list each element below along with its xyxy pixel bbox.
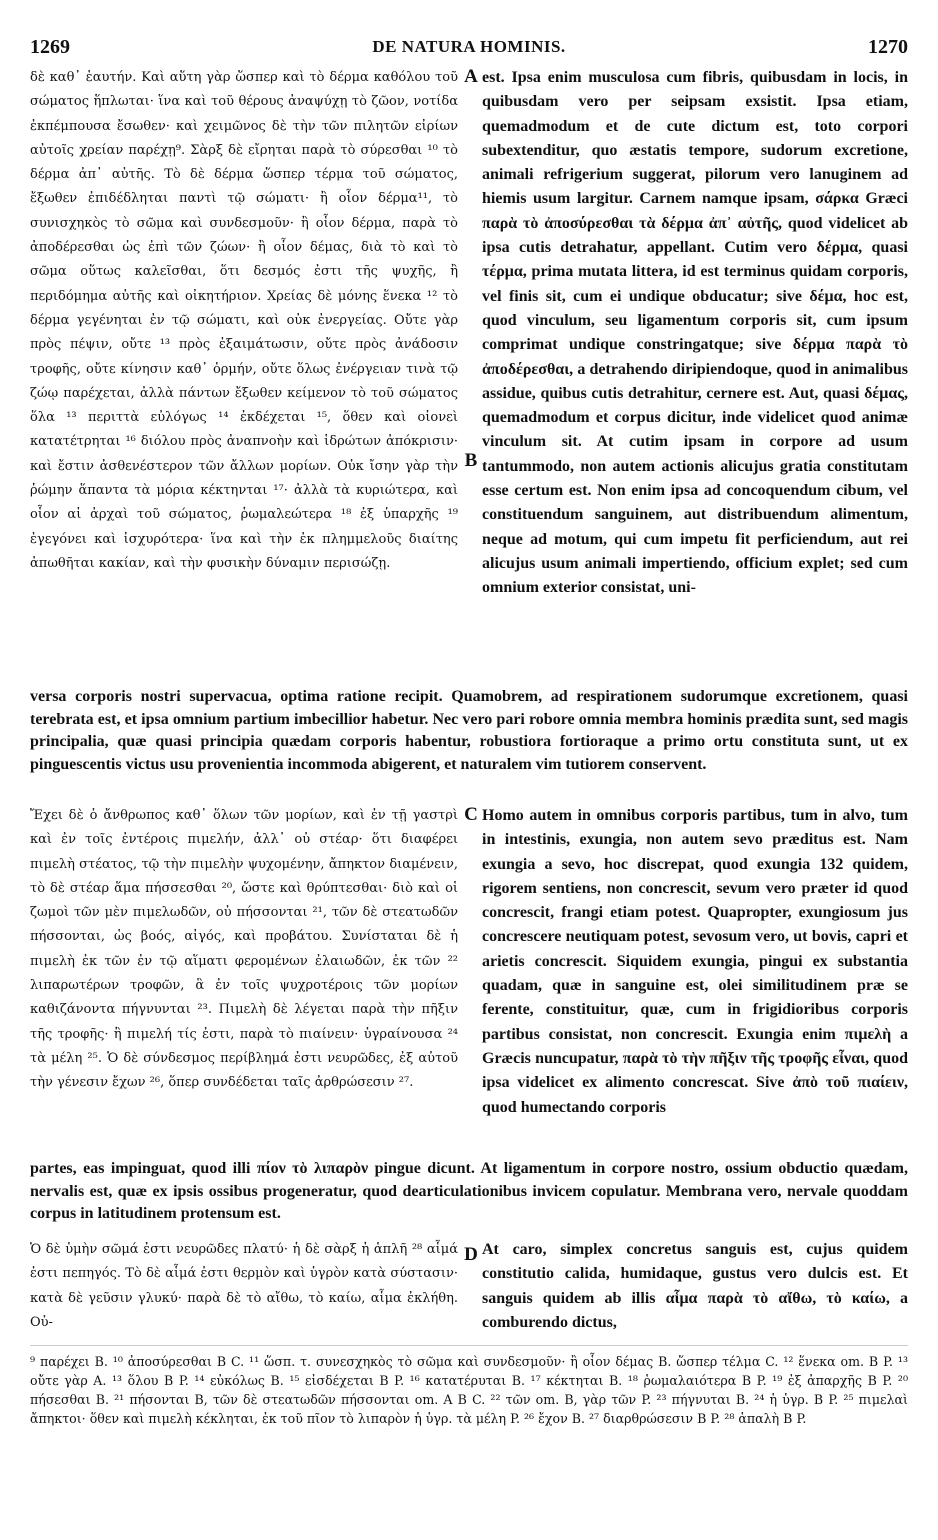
full-width-paragraph-1: versa corporis nostri supervacua, optima ratione recipit. Quamobrem, ad respirationem sudorumque excretionem, quasi terebrata est, et ipsa omnium partium imbecillior habetur. Nec vero pari robore omnia membra hominis prædita sunt, sed magis principalia, quæ quasi principia quædam corporis habentur, robustiora fortioraque a primo ortu constituta sunt, ut ex pinguescentis victus usu provenientia incommoda abigerent, et naturalem vim tutiorem conservent. <box>30 688 908 773</box>
latin-column-3: At caro, simplex concretus sanguis est, cujus quidem constitutio calida, humidaque, gustus vero dulcis est. Et sanguis quidem ab illis αἷμα παρὰ τὸ αἴθω, τὸ καίω, a comburendo dictus, <box>482 1241 908 1331</box>
page-header <box>30 36 908 60</box>
footnote-rule <box>30 1345 908 1346</box>
greek-column-1: δὲ καθ᾽ ἑαυτήν. Καὶ αὕτη γὰρ ὥσπερ καὶ τὸ δέρμα καθόλου τοῦ σώματος ἥπλωται· ἵνα καὶ τοῦ θέρους ἀναψύχῃ τὸ ζῶον, νοτίδα ἐκπέμπουσα ἔσωθεν· καὶ χειμῶνος δὲ τὴν τῶν πιλητῶν εἰρίων αὐτοῖς χρείαν παρέχῃ⁹. Σὰρξ δὲ εἴρηται παρὰ τὸ σύρεσθαι ¹⁰ τὸ δέρμα ἀπ᾽ αὐτῆς. Τὸ δὲ δέρμα ὥσπερ τέρμα τοῦ σώματος, ἔξωθεν ἐπιδέδληται παντὶ τῷ σώματι· ἢ οἷον δέρμα¹¹, τὸ συνισχηκὸς τὸ σῶμα καὶ συνδεσμοῦν· ἢ οἷον δέρμα, παρὰ τὸ ἀποδέρεσθαι ὡς ἐπὶ τῶν ζώων· ἢ οἷον δέμας, διὰ τὸ καὶ τὸ σῶμα οὕτως καλεῖσθαι, ὅτι δεσμός ἐστι τῆς ψυχῆς, ἢ περιδόμημα αὐτῆς καὶ οἰκητήριον. Χρείας δὲ μόνης ἕνεκα ¹² τὸ δέρμα γεγένηται ἐν τῷ σώματι, καὶ οὐκ ἐνεργείας. Οὔτε γὰρ πρὸς πέψιν, οὔτε ¹³ πρὸς ἐξαιμάτωσιν, οὔτε πρὸς ἀνάδοσιν τροφῆς, οὔτε κίνησιν καθ᾽ ὁρμήν, οὔτε ὅλως ἐνέργειαν τινὰ τῷ ζώῳ παρέχεται, ἀλλὰ πάντων ἔξωθεν κείμενον τὸ τοῦ σώματος ὅλα ¹³ περιττὰ εὐλόγως ¹⁴ ἐκδέχεται ¹⁵, ὅθεν καὶ οἱονεὶ κατατέτρηται ¹⁶ διόλου πρὸς ἀναπνοὴν καὶ ἱδρώτων ἀπόκρισιν· καὶ ἔστιν ἀσθενέστερον τῶν ἄλλων μορίων. Οὐκ ἴσην γὰρ τὴν ῥώμην ἅπαντα τὰ μόρια κέκτηνται ¹⁷· ἀλλὰ τὰ κυριώτερα, καὶ οἷον αἱ ἀρχαὶ τοῦ σώματος, ῥωμαλεώτερα ¹⁸ ἐξ ὑπαρχῆς ¹⁹ ἐγεγόνει καὶ ἰσχυρότερα· ἵνα καὶ τὴν ἐκ πλημμελοῦς διαίτης ἀπωθῆται κακίαν, καὶ τὴν φυσικὴν δύναμιν περισώζῃ. <box>30 70 458 571</box>
running-title: DE NATURA HOMINIS. <box>372 37 566 56</box>
full-width-paragraph-2: partes, eas impinguat, quod illi πίον τὸ λιπαρὸν pingue dicunt. At ligamentum in corpore nostro, ossium obductio quædam, nervalis est, quæ ex ipsis ossibus progeneratur, quod dearticulationibus invicem copulatur. Membrana vero, nervale quoddam corpus in latitudinem protensum est. <box>30 1160 908 1222</box>
page-number-right: 1270 <box>868 36 908 58</box>
margin-letter-c: C <box>464 804 478 825</box>
footnotes: ⁹ παρέχει B. ¹⁰ ἀποσύρεσθαι B C. ¹¹ ὥσπ. τ. συνεσχηκὸς τὸ σῶμα καὶ συνδεσμοῦν· ἢ οἷον δέμας B. ὥσπερ τέλμα C. ¹² ἕνεκα om. B P. ¹³ οὔτε γὰρ A. ¹³ ὅλου B P. ¹⁴ εὐκόλως B. ¹⁵ εἰσδέχεται B P. ¹⁶ κατατέρυται B. ¹⁷ κέκτηται B. ¹⁸ ῥωμαλαιότερα B P. ¹⁹ ἐξ ἀπαρχῆς B P. ²⁰ πήσεσθαι B. ²¹ πήσονται B, τῶν δὲ στεατωδῶν πήσσονται om. A B C. ²² τῶν om. B, γὰρ τῶν P. ²³ πήγνυται B. ²⁴ ἡ ὑγρ. B P. ²⁵ πιμελαὶ ἄπηκτοι· ὅθεν καὶ πιμελὴ κέκληται, ἐκ τοῦ πῖον τὸ λιπαρὸν ἡ ὑγρ. τὰ μέλη P. ²⁶ ἔχον B. ²⁷ διαρθρώσεσιν B P. ²⁸ ἁπαλὴ B P. <box>30 1354 908 1426</box>
greek-column-2: Ἔχει δὲ ὁ ἄνθρωπος καθ᾽ ὅλων τῶν μορίων, καὶ ἐν τῇ γαστρὶ καὶ ἐν τοῖς ἐντέροις πιμελήν, ἀλλ᾽ οὐ στέαρ· ὅτι διαφέρει πιμελὴ στέατος, τῷ τὴν πιμελὴν ψυχομένην, ἄπηκτον διαμένειν, τὸ δὲ στέαρ ἅμα πήσσεσθαι ²⁰, ὥστε καὶ θρύπτεσθαι· διὸ καὶ οἱ ζωμοὶ τῶν μὲν πιμελωδῶν, οὐ πήσσονται ²¹, τῶν δὲ στεατωδῶν πήσσονται, ὡς βοός, αἰγός, καὶ προβάτου. Συνίσταται δὲ ἡ πιμελὴ ἐκ τῶν ἐν τῷ αἵματι φερομένων ἐλαιωδῶν, ἐκ τῶν ²² λιπαρωτέρων τροφῶν, ἃ ἐν τοῖς ψυχροτέροις τῶν μορίων καθιζάνοντα πήγνυνται ²³. Πιμελὴ δὲ λέγεται παρὰ τὴν πῆξιν τῆς τροφῆς· ἢ πιμελή τίς ἐστι, παρὰ τὸ πιαίνειν· ὑγραίνουσα ²⁴ τὰ μέλη ²⁵. Ὁ δὲ σύνδεσμος περίβλημά ἐστι νευρῶδες, ἐξ αὐτοῦ τὴν γένεσιν ἔχων ²⁶, ὅπερ συνδέδεται ταῖς ἀρθρώσεσιν ²⁷. <box>30 808 458 1091</box>
margin-letter-a: A <box>464 66 478 87</box>
margin-letter-b: B <box>464 450 478 471</box>
latin-column-1: est. Ipsa enim musculosa cum fibris, quibusdam in locis, in quibusdam vero per seipsam exsistit. Ipsa etiam, quemadmodum et de cute dictum est, toto corpori subextenditur, quo æstatis tempore, sudorum excretione, animali refrigerium suggerat, pilorum vero lanuginem ad hiemis usum largitur. Carnem namque ipsam, σάρκα Græci παρὰ τὸ ἀποσύρεσθαι τὰ δέρμα ἀπ᾽ αὐτῆς, quod videlicet ab ipsa cutis detrahatur, appellant. Cutim vero δέρμα, quasi τέρμα, prima mutata littera, id est terminus quidam corporis, vel finis sit, cum ei undique obducatur; sive δέμα, hoc est, quod vinculum, seu ligamentum corporis sit, cum ipsum comprimat undique constringatque; sive δέρμα παρὰ τὸ ἀποδέρεσθαι, a detrahendo diripiendoque, quod in animalibus assidue, quibus cutis detrahitur, cernere est. Aut, quasi δέμας, quemadmodum et corpus dicitur, inde videlicet quod animæ vinculum sit. At cutim ipsam in corpore ad usum tantummodo, non autem actionis alicujus gratia constitutam esse certum est. Non enim ipsa ad concoquendum cibum, vel constituendum sanguinem, aut distribuendum alimentum, neque ad motum, qui cum impetu fit perficiendum, aut rei alicujus usum animali impertiendo, officium explet; sed cum omnium exterior consistat, uni- <box>482 69 908 597</box>
latin-column-2: Homo autem in omnibus corporis partibus, tum in alvo, tum in intestinis, exungia, non autem sevo præditus est. Nam exungia a sevo, hoc discrepat, quod exungia 132 quidem, rigorem sentiens, non concrescit, sevum vero præter id quod concrescit, frangi etiam potest. Quapropter, exungiosum jus concrescere neutiquam potest, sevosum vero, ut bovis, capri et arietis concrescit. Siquidem exungia, pingui ex substantia quadam, quæ in sanguine est, olei similitudinem præ se ferente, constituitur, quæ, cum in frigidioribus corporis partibus consistat, non concrescit. Exungia enim πιμελὴ a Græcis nuncupatur, παρὰ τὸ τὴν πῆξιν τῆς τροφῆς εἶναι, quod ipsa videlicet ex alimento concrescat. Sive ἀπὸ τοῦ πιαίειν, quod humectando corporis <box>482 807 908 1116</box>
greek-column-3: Ὁ δὲ ὑμὴν σῶμά ἐστι νευρῶδες πλατύ· ἡ δὲ σὰρξ ἡ ἁπλῆ ²⁸ αἷμά ἐστι πεπηγός. Τὸ δὲ αἷμά ἐστι θερμὸν καὶ ὑγρὸν κατὰ σύστασιν· κατὰ δὲ γεῦσιν γλυκύ· παρὰ δὲ τὸ αἴθω, τὸ καίω, αἷμα ἐκλήθη. Οὐ- <box>30 1242 458 1330</box>
margin-letter-d: D <box>464 1244 478 1265</box>
page-number-left: 1269 <box>30 36 70 58</box>
